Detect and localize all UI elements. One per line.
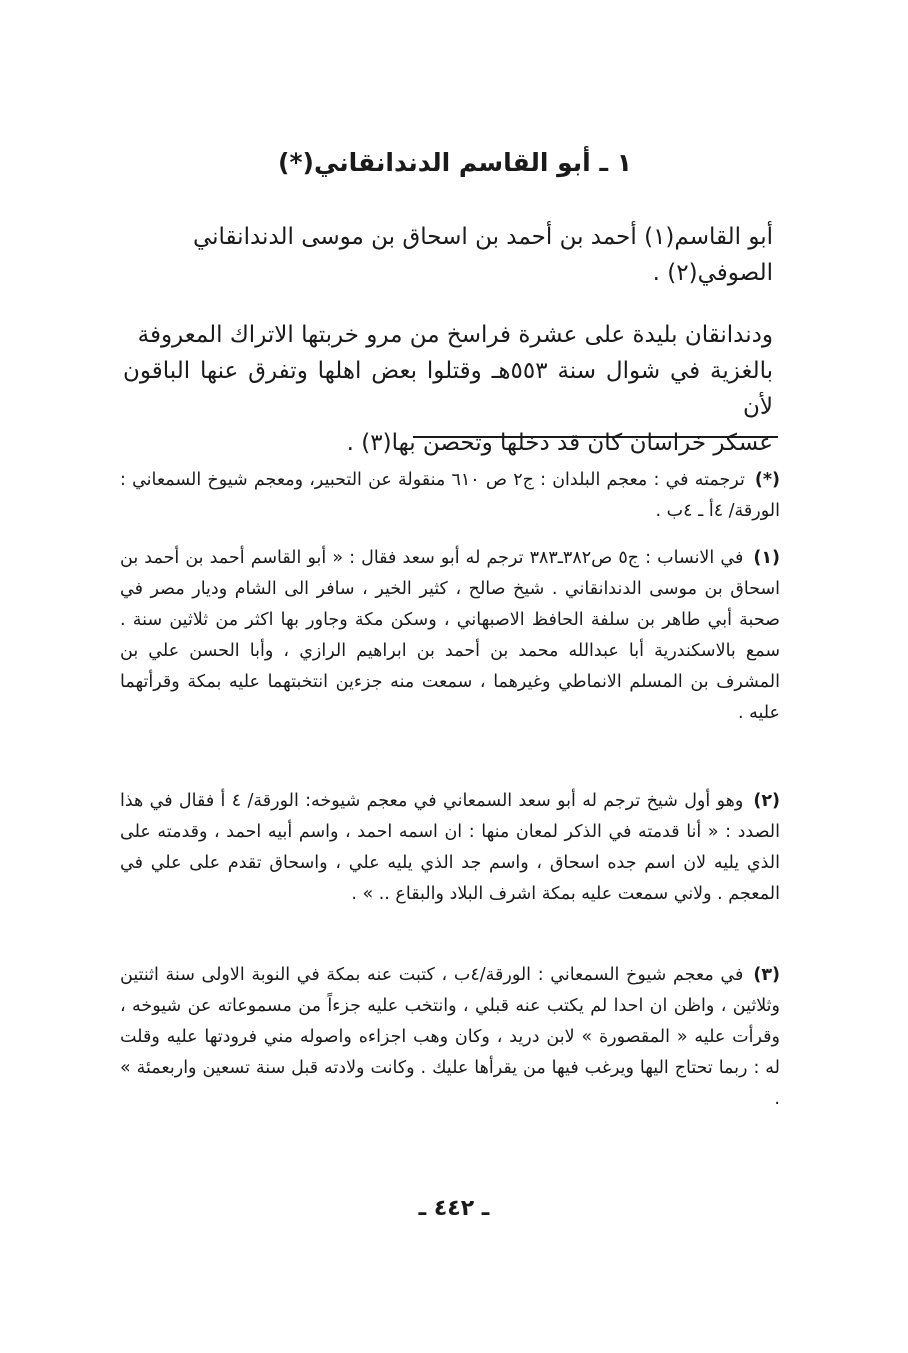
place-description-paragraph bbox=[123, 317, 773, 461]
footnote-text: في معجم شيوخ السمعاني : الورقة/٤ب ، كتبت عنه بمكة في النوبة الاولى سنة اثنتين وثلاثين ، واظن ان احدا لم يكتب عنه قبلي ، وانتخب عليه جزءاً من مسموعاته عن شيوخه ، وقرأت عليه « المقصورة » لابن دريد ، وكان وهب اجزاءه واصوله مني فرودتها عليه وقلت له : ربما تحتاج اليها ويرغب فيها من يقرأها عليك . وكانت ولادته قبل سنة تسعين واربعمئة » . bbox=[120, 965, 780, 1109]
footnote-star bbox=[120, 465, 780, 527]
text-line: أبو القاسم(١) أحمد بن أحمد بن اسحاق بن موسى الدندانقاني bbox=[192, 224, 773, 250]
footnote-1 bbox=[120, 543, 780, 729]
footnote-marker: (٣) bbox=[753, 965, 781, 985]
text-line: الصوفي(٢) . bbox=[652, 260, 773, 286]
footnote-text: وهو أول شيخ ترجم له أبو سعد السمعاني في معجم شيوخه: الورقة/ ٤ أ فقال في هذا الصدد : « أنا قدمته في الذكر لمعان منها : ان اسمه احمد ، واسم أبيه احمد ، وقدمته على الذي يليه لان اسم جده اسحاق ، واسم جد الذي يليه علي ، واسحاق تقدم على علي في المعجم . ولاني سمعت عليه بمكة اشرف البلاد والبقاع .. » . bbox=[120, 791, 780, 904]
text-line: بالغزية في شوال سنة ٥٥٣هـ وقتلوا بعض اهلها وتفرق عنها الباقون لأن bbox=[123, 358, 773, 420]
footnote-3 bbox=[120, 960, 780, 1115]
footnote-text: ترجمته في : معجم البلدان : ج٢ ص ٦١٠ منقولة عن التحبير، ومعجم شيوخ السمعاني : الورقة/ ٤أ ـ ٤ب . bbox=[120, 470, 780, 521]
text-line: ودندانقان بليدة على عشرة فراسخ من مرو خربتها الاتراك المعروفة bbox=[137, 322, 773, 348]
entry-title: ١ ـ أبو القاسم الدندانقاني(*) bbox=[278, 148, 632, 177]
entry-name-paragraph bbox=[123, 220, 773, 290]
footnote-marker: (*) bbox=[754, 470, 780, 490]
text-line: عسكر خراسان كان قد دخلها وتحصن بها(٣) . bbox=[346, 430, 773, 456]
footnote-text: في الانساب : ج٥ ص٣٨٢ـ٣٨٣ ترجم له أبو سعد فقال : « أبو القاسم أحمد بن أحمد بن اسحاق بن موسى الدندانقاني . شيخ صالح ، كثير الخير ، سافر الى الشام وديار مصر في صحبة أبي طاهر بن سلفة الحافظ الاصبهاني ، وسكن مكة وجاور بها اكثر من ثلاثين سنة . سمع بالاسكندرية أبا عبدالله محمد بن أحمد بن ابراهيم الرازي ، وأبا الحسن علي بن المشرف بن المسلم الانماطي وغيرهما ، سمعت منه جزءين انتخبتهما عليه بمكة وقرأتهما عليه . bbox=[120, 548, 780, 723]
footnote-marker: (٢) bbox=[753, 791, 780, 811]
page-number: ـ ٤٤٢ ـ bbox=[418, 1196, 490, 1221]
footnote-divider bbox=[413, 436, 778, 438]
footnote-2 bbox=[120, 786, 780, 910]
footnote-marker: (١) bbox=[753, 548, 781, 568]
